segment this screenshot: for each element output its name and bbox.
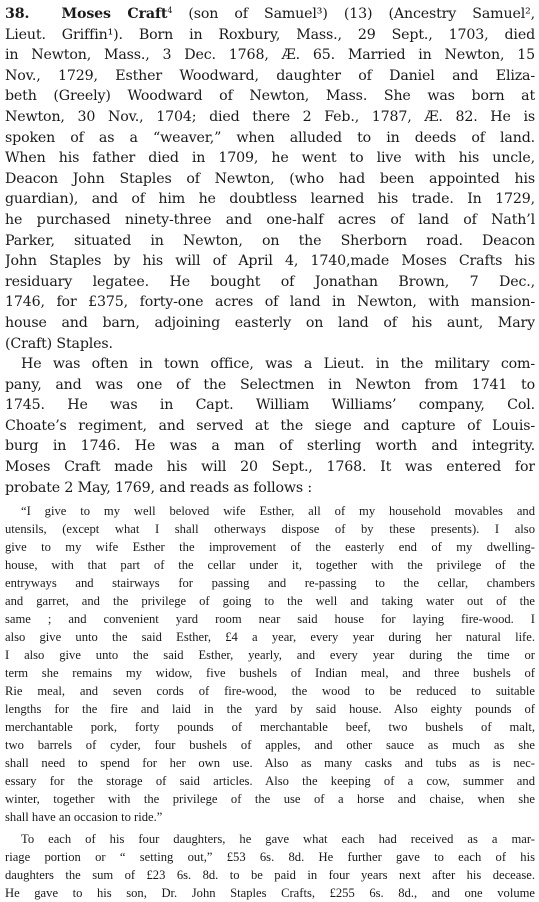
text-line: He gave to his son, Dr. John Staples Crafts, £255 6s. 8d., and one volume: [5, 886, 535, 901]
quote-line: house, with that part of the cellar under it, together with the privilege of the: [5, 558, 535, 573]
text-line: spoken of as a “weaver,” when alluded to in deeds of land.: [5, 129, 535, 146]
quote-line: merchantable pork, forty pounds of merchantable beef, two bushels of malt,: [5, 720, 535, 735]
quote-line: “I give to my well beloved wife Esther, all of my household movables and: [21, 504, 535, 519]
quote-line: two barrels of cyder, four bushels of apples, and other sauce as much as she: [5, 738, 535, 753]
text-line: daughters the sum of £23 6s. 8d. to be paid in four years next after his decease.: [5, 868, 535, 883]
text-line: Lieut. Griffin¹). Born in Roxbury, Mass., 29 Sept., 1703, died: [5, 26, 535, 43]
text-line: guardian), and of him he doubtless learned his trade. In 1729,: [5, 191, 535, 208]
bequests-paragraph: [5, 830, 535, 902]
entry-paragraph: [5, 4, 535, 354]
quote-line: entryways and stairways for passing and re-passing to the cellar, chambers: [5, 576, 535, 591]
text-line: he purchased ninety-three and one-half acres of land of Nath’l: [5, 211, 535, 228]
text-line: Moses Craft made his will 20 Sept., 1768. It was entered for: [5, 459, 535, 476]
quote-line: winter, together with the privilege of the use of a horse and chaise, when she: [5, 792, 535, 807]
quote-line: essary for the storage of said articles. Also the keeping of a cow, summer and: [5, 774, 535, 789]
text-line: John Staples by his will of April 4, 1740,made Moses Crafts his: [5, 253, 535, 270]
text-line: Nov., 1729, Esther Woodward, daughter of Daniel and Eliza-: [5, 67, 535, 84]
text-line: pany, and was one of the Selectmen in Newton from 1741 to: [5, 376, 535, 393]
quote-line: Rie meal, and seven cords of fire-wood, the wood to be reduced to suitable: [5, 684, 535, 699]
text-line: He was often in town office, was a Lieut. in the military com-: [21, 356, 535, 373]
text-line: in Newton, Mass., 3 Dec. 1768, Æ. 65. Married in Newton, 15: [5, 47, 535, 64]
quote-line: and garret, and the privilege of going to the well and taking water out of the: [5, 594, 535, 609]
text-line: residuary legatee. He bought of Jonathan Brown, 7 Dec.,: [5, 273, 535, 290]
quote-line: shall have an occasion to ride.”: [5, 810, 163, 825]
text-line: probate 2 May, 1769, and reads as follows :: [5, 479, 312, 496]
text-line: Parker, situated in Newton, on the Sherborn road. Deacon: [5, 232, 535, 249]
text-line: 1745. He was in Capt. William Williams’ company, Col.: [5, 397, 535, 414]
text-line: Deacon John Staples of Newton, (who had been appointed his: [5, 170, 535, 187]
paragraph-town-office: [5, 354, 535, 498]
quote-line: also give unto the said Esther, £4 a year, every year during her natural life.: [5, 630, 535, 645]
quote-line: same ; and convenient yard room near said house for laying fire-wood. I: [5, 612, 535, 627]
entry-generation-number: 4: [167, 6, 173, 15]
quote-line: utensils, (except what I shall otherways dispose of by these presents). I also: [5, 522, 535, 537]
text-line: beth (Greely) Woodward of Newton, Mass. She was born at: [5, 88, 535, 105]
text-line: house and barn, adjoining easterly on land of his aunt, Mary: [5, 314, 535, 331]
quote-line: lengths for the fire and laid in the yard by said house. Also eighty pounds of: [5, 702, 535, 717]
entry-heading-rest: (son of Samuel³) (13) (Ancestry Samuel²,: [172, 6, 535, 22]
text-line: (Craft) Staples.: [5, 335, 113, 352]
text-line: 1746, for £375, forty-one acres of land in Newton, with mansion-: [5, 294, 535, 311]
quote-line: give to my wife Esther the improvement of the easterly end of my dwelling-: [5, 540, 535, 555]
entry-heading-line: [5, 4, 535, 25]
entry-number: 38.: [5, 6, 30, 22]
text-line: burg in 1746. He was a man of sterling worth and integrity.: [5, 438, 535, 455]
text-line: Choate’s regiment, and served at the siege and capture of Louis-: [5, 417, 535, 434]
text-line: Newton, 30 Nov., 1704; died there 2 Feb., 1787, Æ. 82. He is: [5, 108, 535, 125]
text-line: riage portion or “ setting out,” £53 6s. 8d. He further gave to each of his: [5, 850, 535, 865]
will-quotation: [5, 502, 535, 826]
quote-line: shall need to spend for her own use. Also as many casks and tubs as is nec-: [5, 756, 535, 771]
quote-line: term she remains my widow, five bushels of Indian meal, and three bushels of: [5, 666, 535, 681]
text-line: When his father died in 1709, he went to live with his uncle,: [5, 150, 535, 167]
entry-name: Moses Craft: [61, 6, 168, 22]
quote-line: I also give unto the said Esther, yearly, and every year during the time or: [5, 648, 535, 663]
text-line: To each of his four daughters, he gave what each had received as a mar-: [21, 832, 535, 847]
